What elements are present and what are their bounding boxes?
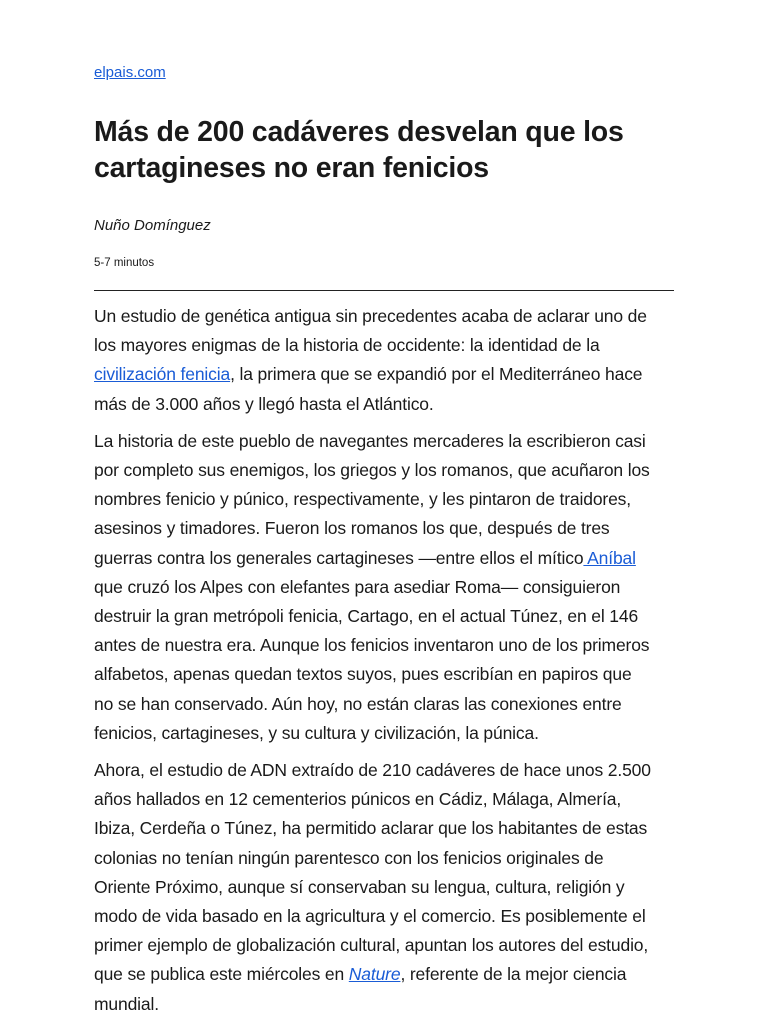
- text-line: [94, 360, 674, 389]
- paragraph-3: [94, 756, 674, 1019]
- text-line: modo de vida basado en la agricultura y el comercio. Es posiblemente el: [94, 906, 646, 927]
- text-line: más de 3.000 años y llegó hasta el Atlántico.: [94, 393, 434, 414]
- text-line: colonias no tenían ningún parentesco con los fenicios originales de: [94, 847, 604, 868]
- text-line: primer ejemplo de globalización cultural, apuntan los autores del estudio,: [94, 935, 649, 956]
- text-line: los mayores enigmas de la historia de occidente: la identidad de la: [94, 335, 600, 356]
- text-line: asesinos y timadores. Fueron los romanos los que, después de tres: [94, 518, 610, 539]
- text-segment: , la primera que se expandió por el Mediterráneo hace: [230, 364, 643, 385]
- text-segment: que se publica este miércoles en: [94, 964, 349, 985]
- text-segment: , referente de la mejor ciencia: [400, 964, 627, 985]
- text-line: Ahora, el estudio de ADN extraído de 210 cadáveres de hace unos 2.500: [94, 760, 651, 781]
- text-line: fenicios, cartagineses, y su cultura y civilización, la púnica.: [94, 722, 539, 743]
- header-divider: [94, 290, 674, 291]
- article-body: [94, 302, 674, 1024]
- text-line: años hallados en 12 cementerios púnicos en Cádiz, Málaga, Almería,: [94, 789, 622, 810]
- text-line: no se han conservado. Aún hoy, no están claras las conexiones entre: [94, 693, 622, 714]
- read-time: 5-7 minutos: [94, 257, 155, 269]
- text-segment: guerras contra los generales cartagineses —entre ellos el mítico: [94, 547, 584, 568]
- text-line: [94, 960, 674, 989]
- article-title: [94, 114, 674, 186]
- text-line: nombres fenicio y púnico, respectivamente, y les pintaron de traidores,: [94, 489, 631, 510]
- text-line: por completo sus enemigos, los griegos y los romanos, que acuñaron los: [94, 460, 650, 481]
- author-name: Nuño Domínguez: [94, 217, 211, 234]
- text-line: destruir la gran metrópoli fenicia, Cartago, en el actual Túnez, en el 146: [94, 606, 639, 627]
- title-line: cartagineses no eran fenicios: [94, 152, 489, 184]
- text-line: Un estudio de genética antigua sin precedentes acaba de aclarar uno de: [94, 306, 647, 326]
- text-line: mundial.: [94, 993, 159, 1014]
- phoenician-civilization-link[interactable]: civilización fenicia: [94, 364, 231, 385]
- text-line: que cruzó los Alpes con elefantes para asediar Roma— consiguieron: [94, 576, 621, 597]
- hannibal-link[interactable]: Aníbal: [583, 547, 636, 568]
- text-line: antes de nuestra era. Aunque los fenicios inventaron uno de los primeros: [94, 635, 650, 656]
- paragraph-2: [94, 427, 674, 748]
- text-line: alfabetos, apenas quedan textos suyos, pues escribían en papiros que: [94, 664, 632, 685]
- paragraph-1: [94, 302, 674, 419]
- text-line: Ibiza, Cerdeña o Túnez, ha permitido aclarar que los habitantes de estas: [94, 818, 648, 839]
- nature-journal-link[interactable]: Nature: [348, 964, 401, 985]
- title-line: Más de 200 cadáveres desvelan que los: [94, 116, 624, 148]
- text-line: [94, 544, 674, 573]
- text-line: Oriente Próximo, aunque sí conservaban su lengua, cultura, religión y: [94, 876, 625, 897]
- source-link[interactable]: elpais.com: [94, 64, 166, 81]
- text-line: La historia de este pueblo de navegantes mercaderes la escribieron casi: [94, 430, 646, 451]
